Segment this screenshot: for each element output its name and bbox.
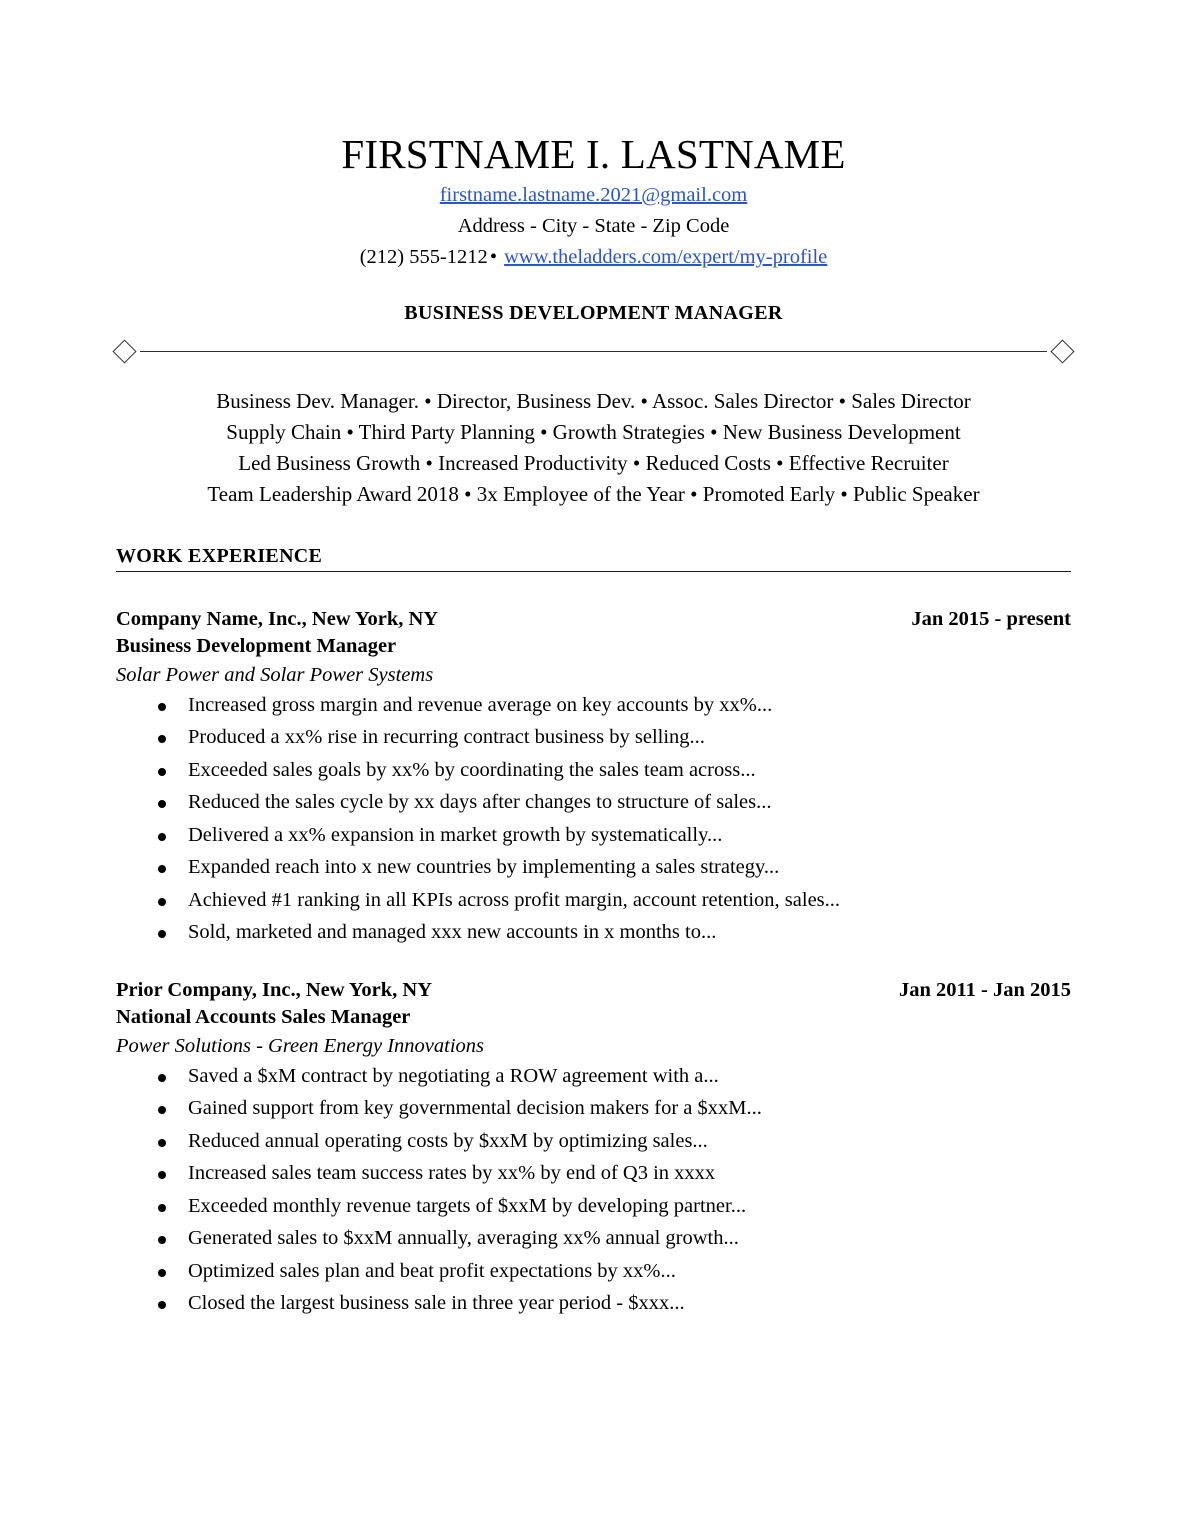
job-role: Business Development Manager: [116, 634, 397, 657]
job-bullet: [116, 1196, 1071, 1217]
target-job-title: BUSINESS DEVELOPMENT MANAGER: [404, 301, 783, 324]
job-bullet: [116, 825, 1071, 846]
job-role: National Accounts Sales Manager: [116, 1005, 411, 1028]
job-bullet-text: Increased sales team success rates by xx% by end of Q3 in xxxx: [188, 1162, 716, 1185]
job-bullet: [116, 922, 1071, 943]
bullet-dot-icon: [158, 898, 166, 906]
job-bullet-list: [116, 1066, 1071, 1314]
address-line: Address - City - State - Zip Code: [457, 215, 730, 238]
job-tagline: Power Solutions - Green Energy Innovations: [116, 1035, 484, 1058]
job-bullet-text: Produced a xx% rise in recurring contract business by selling...: [188, 726, 705, 749]
email-link[interactable]: firstname.lastname.2021@gmail.com: [439, 184, 748, 207]
job-tagline: Solar Power and Solar Power Systems: [116, 664, 434, 687]
website-link[interactable]: www.theladders.com/expert/my-profile: [504, 246, 828, 269]
job-bullet: [116, 1163, 1071, 1184]
summary-line: Led Business Growth • Increased Productivity • Reduced Costs • Effective Recruiter: [238, 451, 949, 476]
bullet-dot-icon: [158, 768, 166, 776]
job-bullet-text: Increased gross margin and revenue average on key accounts by xx%...: [188, 693, 773, 716]
job-bullet-text: Exceeded sales goals by xx% by coordinating the sales team across...: [188, 758, 756, 781]
section-rule: [116, 571, 1071, 572]
job-bullet: [116, 1131, 1071, 1152]
job-bullet-text: Reduced the sales cycle by xx days after changes to structure of sales...: [188, 791, 772, 814]
bullet-dot-icon: [158, 865, 166, 873]
bullet-dot-icon: [158, 1236, 166, 1244]
job-bullet: [116, 760, 1071, 781]
job-bullet-text: Reduced annual operating costs by $xxM by optimizing sales...: [188, 1129, 708, 1152]
job-bullet-text: Achieved #1 ranking in all KPIs across profit margin, account retention, sales...: [188, 888, 841, 911]
summary-line: Supply Chain • Third Party Planning • Growth Strategies • New Business Development: [226, 419, 961, 444]
job-topline: [116, 606, 1071, 633]
bullet-dot-icon: [158, 703, 166, 711]
bullet-dot-icon: [158, 735, 166, 743]
divider-rule: [140, 351, 1047, 352]
job-dates: Jan 2011 - Jan 2015: [899, 978, 1071, 1001]
job-bullet: [116, 890, 1071, 911]
job-bullet-text: Closed the largest business sale in three year period - $xxx...: [188, 1292, 685, 1315]
qualifications-summary: [116, 386, 1071, 511]
section-heading: WORK EXPERIENCE: [116, 544, 323, 567]
bullet-dot-icon: [158, 1074, 166, 1082]
job-bullet: [116, 857, 1071, 878]
bullet-dot-icon: [158, 1171, 166, 1179]
job-bullet: [116, 695, 1071, 716]
diamond-left-icon: [112, 340, 136, 364]
job-bullet-text: Expanded reach into x new countries by implementing a sales strategy...: [188, 856, 780, 879]
resume-content: [116, 0, 1071, 1314]
candidate-name: FIRSTNAME I. LASTNAME: [341, 131, 846, 177]
diamond-divider: [116, 339, 1071, 365]
job-bullet-text: Optimized sales plan and beat profit expectations by xx%...: [188, 1259, 676, 1282]
job-entry: [116, 606, 1071, 943]
bullet-dot-icon: [158, 1204, 166, 1212]
bullet-dot-icon: [158, 1139, 166, 1147]
bullet-dot-icon: [158, 1106, 166, 1114]
bullet-dot-icon: [158, 1269, 166, 1277]
phone-number: (212) 555-1212: [359, 246, 488, 269]
job-company: Prior Company, Inc., New York, NY: [116, 978, 433, 1001]
job-bullet-text: Delivered a xx% expansion in market growth by systematically...: [188, 823, 723, 846]
job-topline: [116, 977, 1071, 1004]
bullet-dot-icon: [158, 800, 166, 808]
contact-separator: •: [489, 246, 497, 269]
job-bullet-text: Saved a $xM contract by negotiating a ROW agreement with a...: [188, 1064, 719, 1087]
bullet-dot-icon: [158, 833, 166, 841]
job-bullet: [116, 727, 1071, 748]
job-entry: [116, 977, 1071, 1314]
summary-line: Team Leadership Award 2018 • 3x Employee of the Year • Promoted Early • Public Speaker: [207, 482, 980, 507]
work-experience-section: [116, 545, 1071, 1314]
job-bullet-text: Gained support from key governmental decision makers for a $xxM...: [188, 1097, 762, 1120]
job-bullet-text: Exceeded monthly revenue targets of $xxM by developing partner...: [188, 1194, 747, 1217]
diamond-right-icon: [1050, 340, 1074, 364]
job-dates: Jan 2015 - present: [911, 607, 1071, 630]
job-bullet: [116, 792, 1071, 813]
phone-website-line: [116, 242, 1071, 273]
job-company: Company Name, Inc., New York, NY: [116, 607, 439, 630]
job-bullet-text: Sold, marketed and managed xxx new accounts in x months to...: [188, 921, 717, 944]
email-line: [116, 180, 1071, 211]
job-bullet: [116, 1066, 1071, 1087]
bullet-dot-icon: [158, 1301, 166, 1309]
job-bullet: [116, 1293, 1071, 1314]
summary-line: Business Dev. Manager. • Director, Business Dev. • Assoc. Sales Director • Sales Director: [216, 388, 971, 413]
job-bullet-list: [116, 695, 1071, 943]
job-bullet-text: Generated sales to $xxM annually, averaging xx% annual growth...: [188, 1227, 739, 1250]
job-bullet: [116, 1228, 1071, 1249]
bullet-dot-icon: [158, 930, 166, 938]
job-bullet: [116, 1261, 1071, 1282]
job-bullet: [116, 1098, 1071, 1119]
resume-header: [116, 0, 1071, 325]
